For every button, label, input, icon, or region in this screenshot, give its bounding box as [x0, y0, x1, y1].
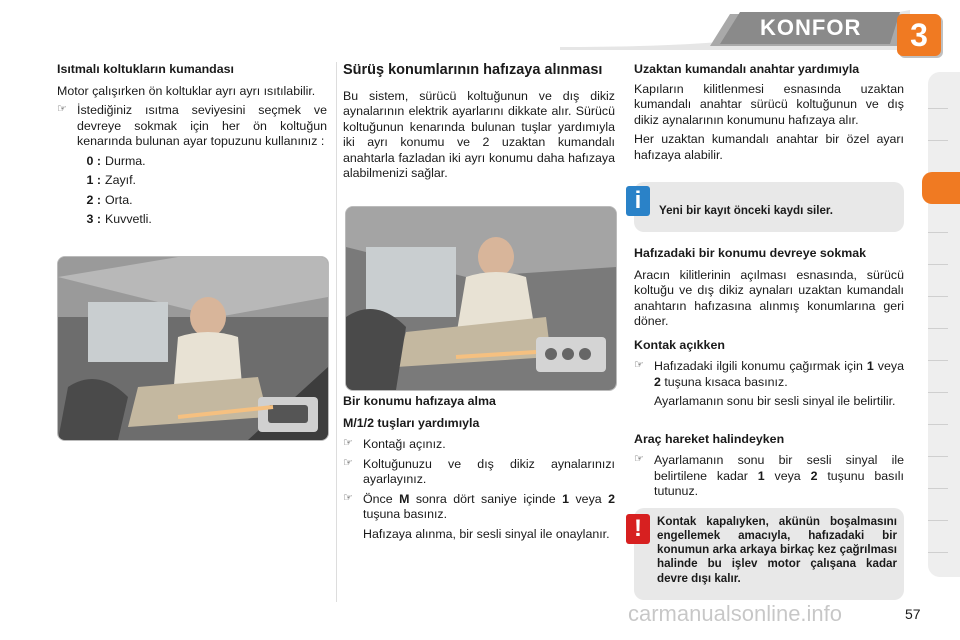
paragraph: Kapıların kilitlenmesi esnasında uzaktan kumandalı anahtar sürücü koltuğunun ve dış dikiz aynalarının konumunu hafızaya alır.: [634, 81, 904, 127]
tab-divider: [928, 296, 948, 297]
pointing-finger-icon: ☞: [343, 437, 353, 449]
warning-text: Kontak kapalıyken, akünün boşalmasını engellemek amacıyla, hafızadaki bir konumun arka arkaya birkaç kez çağrılması halinde bu işlev motor çalışana kadar devre dışı kalır.: [657, 515, 897, 585]
tab-divider: [928, 328, 948, 329]
instruction-bullet: ☞ Koltuğunuzu ve dış dikiz aynalarınızı ayarlayınız.: [343, 456, 615, 486]
warning-icon: !: [626, 514, 650, 544]
paragraph: Aracın kilitlerinin açılması esnasında, sürücü koltuğu ve dış dikiz aynaları uzaktan kumandalı anahtarın hafızasına alınmış konumlarına geri döner.: [634, 267, 904, 328]
remote-key-section: [634, 62, 904, 167]
intro-text: Motor çalışırken ön koltuklar ayrı ayrı ısıtılabilir.: [57, 83, 316, 98]
heated-seats-section: [57, 62, 327, 232]
chapter-number: 3: [897, 14, 941, 56]
subheading: M/1/2 tuşları yardımıyla: [343, 415, 480, 430]
tab-divider: [928, 520, 948, 521]
level-item: 2 : Orta.: [86, 192, 133, 207]
pointing-finger-icon: ☞: [634, 453, 644, 465]
tab-divider: [928, 140, 948, 141]
instruction-bullet: ☞ Önce M sonra dört saniye içinde 1 veya 2 tuşuna basınız.: [343, 491, 616, 521]
recall-position-section: [634, 246, 904, 504]
chapter-tabs: [928, 72, 960, 577]
column-divider: [336, 62, 337, 602]
level-item: 1 : Zayıf.: [86, 173, 136, 187]
section-heading: Isıtmalı koltukların kumandası: [57, 62, 234, 76]
level-item: 0 : Durma.: [86, 153, 146, 168]
instruction-bullet: ☞ Kontağı açınız.: [343, 437, 446, 451]
tab-divider: [928, 488, 948, 489]
paragraph: Her uzaktan kumandalı anahtar bir özel ayarı hafızaya alabilir.: [634, 132, 904, 162]
level-item: 3 : Kuvvetli.: [86, 212, 152, 226]
subheading: Uzaktan kumandalı anahtar yardımıyla: [634, 62, 860, 76]
paragraph: Ayarlamanın sonu bir sesli sinyal ile belirtilir.: [654, 394, 896, 408]
section-title: KONFOR: [760, 15, 862, 40]
info-text: Yeni bir kayıt önceki kaydı siler.: [659, 204, 833, 217]
tab-divider: [928, 108, 948, 109]
active-chapter-tab[interactable]: [922, 172, 960, 204]
tab-divider: [928, 392, 948, 393]
subheading: Bir konumu hafızaya alma: [343, 394, 496, 408]
tab-divider: [928, 232, 948, 233]
watermark: carmanualsonline.info: [628, 601, 843, 626]
subheading: Araç hareket halindeyken: [634, 431, 785, 446]
section-title-memory: Sürüş konumlarının hafızaya alınması: [343, 62, 603, 78]
pointing-finger-icon: ☞: [634, 359, 644, 371]
pointing-finger-icon: ☞: [343, 491, 353, 504]
subheading: Kontak açıkken: [634, 337, 725, 352]
memory-buttons-photo: [345, 206, 617, 391]
pointing-finger-icon: ☞: [343, 456, 353, 469]
info-icon: i: [626, 186, 650, 216]
tab-divider: [928, 424, 948, 425]
heated-seat-photo: [57, 256, 329, 441]
instruction-bullet: ☞ İstediğiniz ısıtma seviyesini seçmek ve devreye sokmak için her ön koltuğun kenarında bulunan ayar topuzunu kullanınız :: [57, 103, 327, 148]
pointing-finger-icon: ☞: [57, 103, 67, 115]
intro-text: Bu sistem, sürücü koltuğunun ve dış dikiz aynalarının elektrik ayarlarını dikkate alır. Sürücü koltuğunun kenarında bulunan tuşlar yardımıyla iki ayrı konumu ve 2 uzaktan kumandalı anahtarla fazladan iki ayrı konumu daha hafızaya alabilmenizi sağlar.: [343, 88, 615, 181]
instruction-bullet: ☞ Hafızadaki ilgili konumu çağırmak için 1 veya 2 tuşuna kısaca basınız.: [634, 359, 904, 389]
header-banner: [560, 0, 920, 60]
store-position-section: [343, 394, 615, 546]
tab-divider: [928, 360, 948, 361]
tab-divider: [928, 456, 948, 457]
tab-divider: [928, 264, 948, 265]
instruction-bullet: ☞ Ayarlamanın sonu bir sesli sinyal ile belirtilene kadar 1 veya 2 tuşunu basılı tutunuz.: [634, 453, 905, 498]
page-number: 57: [905, 606, 921, 622]
subheading: Hafızadaki bir konumu devreye sokmak: [634, 246, 867, 260]
memory-positions-section: [343, 62, 615, 186]
confirmation-text: Hafızaya alınma, bir sesli sinyal ile onaylanır.: [363, 526, 610, 541]
tab-divider: [928, 552, 948, 553]
